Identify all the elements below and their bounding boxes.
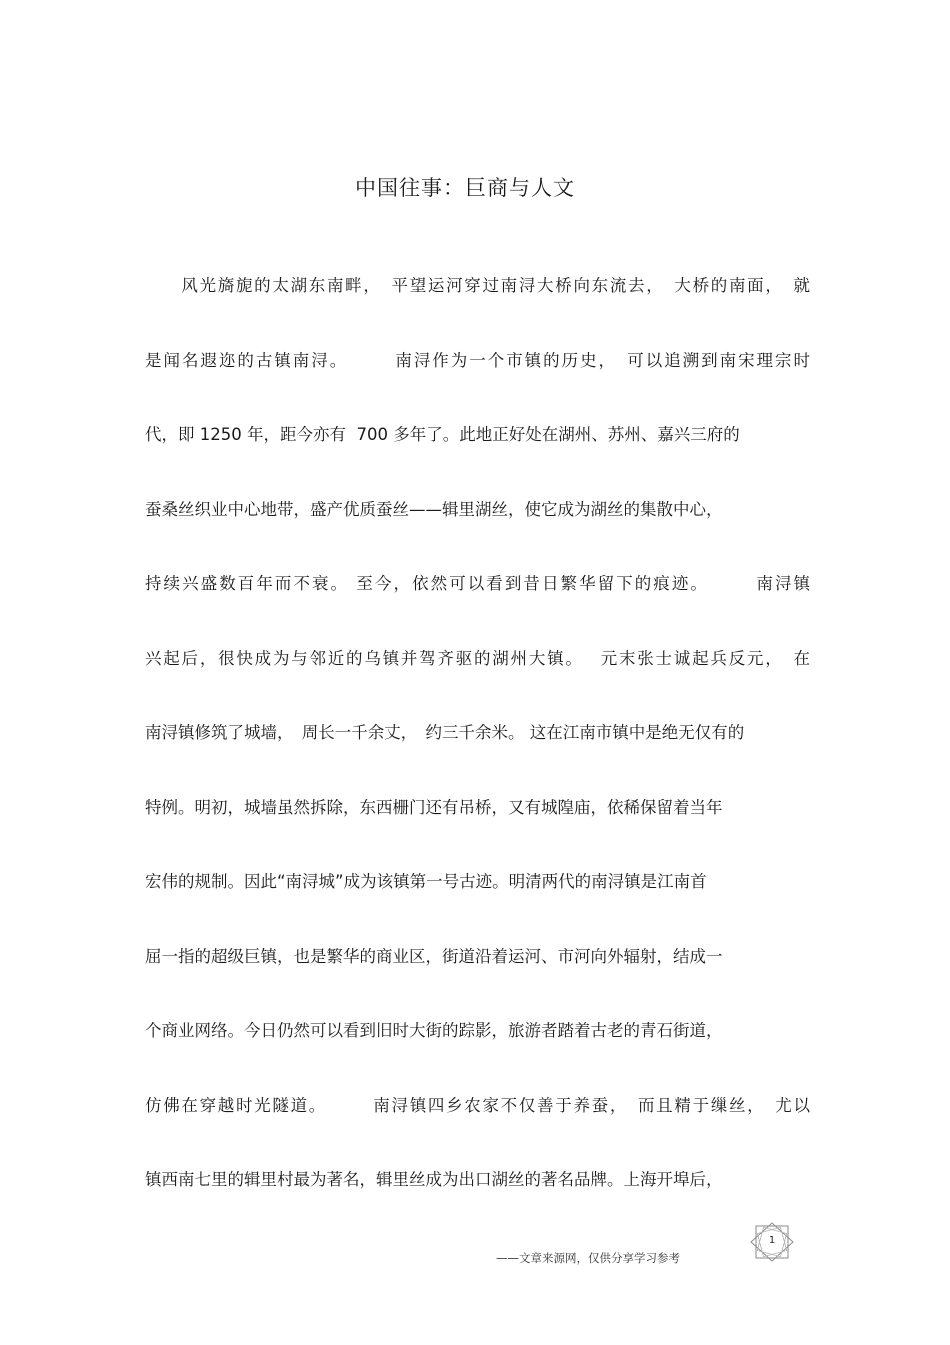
body-text xyxy=(145,266,810,1235)
text-line: 屈一指的超级巨镇，也是繁华的商业区，街道沿着运河、市河向外辐射，结成一 xyxy=(145,946,723,966)
page-number: 1 xyxy=(768,1235,776,1246)
text-line: 个商业网络。今日仍然可以看到旧时大街的踪影，旅游者踏着古老的青石街道， xyxy=(145,1021,723,1040)
text-line: 兴起后，很快成为与邻近的乌镇并驾齐驱的湖州大镇。 元末张士诚起兵反元， 在 xyxy=(145,648,810,668)
text-line: 是闻名遐迩的古镇南浔。 南浔作为一个市镇的历史， 可以追溯到南宋理宗时 xyxy=(145,350,810,370)
text-line: 仿佛在穿越时光隧道。 南浔镇四乡农家不仅善于养蚕， 而且精于缫丝， 尤以 xyxy=(145,1095,810,1115)
footer-note: ——文章来源网，仅供分享学习参考 xyxy=(496,1251,680,1265)
text-line: 蚕桑丝织业中心地带，盛产优质蚕丝——辑里湖丝，使它成为湖丝的集散中心， xyxy=(145,499,723,519)
text-line: 代，即 1250 年，距今亦有 700 多年了。此地正好处在湖州、苏州、嘉兴三府的 xyxy=(145,425,740,444)
text-line: 宏伟的规制。因此“南浔城”成为该镇第一号古迹。明清两代的南浔镇是江南首 xyxy=(145,872,707,891)
text-line: 特例。明初，城墙虽然拆除，东西栅门还有吊桥，又有城隍庙，依稀保留着当年 xyxy=(145,797,723,817)
text-line: 风光旖旎的太湖东南畔， 平望运河穿过南浔大桥向东流去， 大桥的南面， 就 xyxy=(145,276,810,295)
text-line: 持续兴盛数百年而不衰。 至今，依然可以看到昔日繁华留下的痕迹。 南浔镇 xyxy=(145,574,810,593)
text-line: 南浔镇修筑了城墙， 周长一千余丈， 约三千余米。 这在江南市镇中是绝无仅有的 xyxy=(145,723,745,742)
page-number-badge xyxy=(748,1222,796,1262)
document-title: 中国往事：巨商与人文 xyxy=(355,176,575,200)
text-line: 镇西南七里的辑里村最为著名，辑里丝成为出口湖丝的著名品牌。上海开埠后， xyxy=(145,1170,723,1189)
